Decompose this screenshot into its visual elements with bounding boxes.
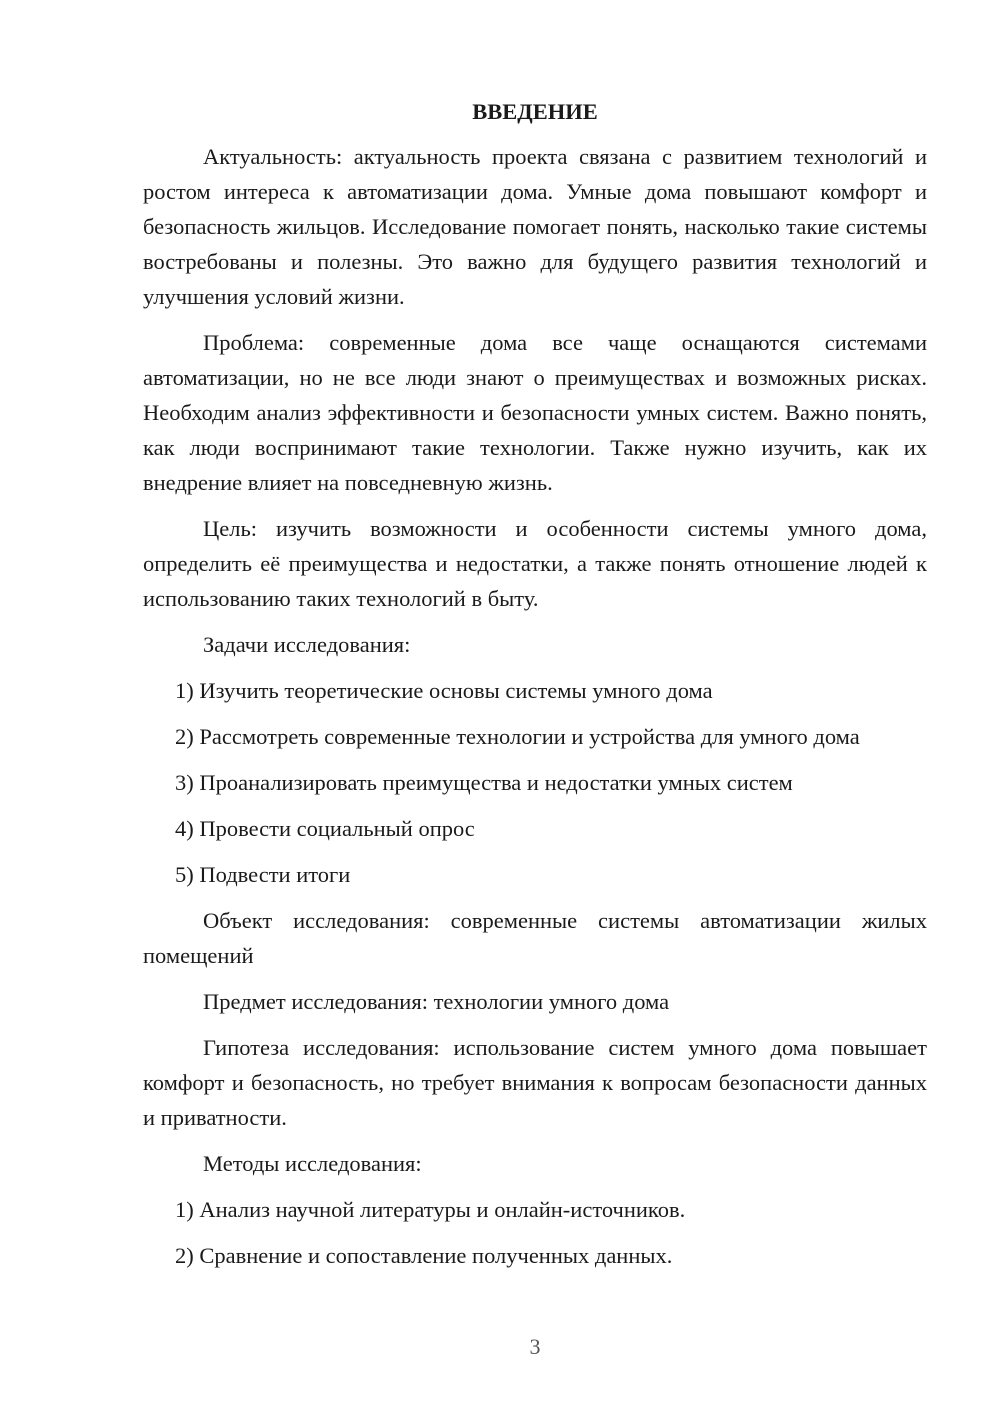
method-item-2: 2) Сравнение и сопоставление полученных данных. [175,1243,673,1268]
task-item-1: 1) Изучить теоретические основы системы умного дома [175,678,713,703]
paragraph-hypothesis: Гипотеза исследования: использование систем умного дома повышает комфорт и безопасность, но требует внимания к вопросам безопасности данных и приватности. [143,1035,927,1130]
page-number: 3 [529,1334,541,1359]
paragraph-problem: Проблема: современные дома все чаще оснащаются системами автоматизации, но не все люди знают о преимуществах и возможных рисках. Необходим анализ эффективности и безопасности умных систем. Важно понять, как люди воспринимают такие технологии. Также нужно изучить, как их внедрение влияет на повседневную жизнь. [143,330,927,495]
task-item-3: 3) Проанализировать преимущества и недостатки умных систем [175,770,793,795]
task-item-4: 4) Провести социальный опрос [175,816,475,841]
method-item-1: 1) Анализ научной литературы и онлайн-источников. [175,1197,686,1222]
paragraph-goal: Цель: изучить возможности и особенности системы умного дома, определить её преимущества и недостатки, а также понять отношение людей к использованию таких технологий в быту. [143,516,927,611]
paragraph-subject: Предмет исследования: технологии умного дома [203,989,670,1014]
paragraph-object: Объект исследования: современные системы автоматизации жилых помещений [143,908,927,968]
task-item-5: 5) Подвести итоги [175,862,351,887]
paragraph-relevance: Актуальность: актуальность проекта связана с развитием технологий и ростом интереса к автоматизации дома. Умные дома повышают комфорт и безопасность жильцов. Исследование помогает понять, насколько такие системы востребованы и полезны. Это важно для будущего развития технологий и улучшения условий жизни. [143,144,927,309]
tasks-heading: Задачи исследования: [203,632,411,657]
section-title: ВВЕДЕНИЕ [472,99,598,124]
methods-heading: Методы исследования: [203,1151,422,1176]
page-content [143,94,927,1284]
task-item-2: 2) Рассмотреть современные технологии и устройства для умного дома [175,724,860,749]
